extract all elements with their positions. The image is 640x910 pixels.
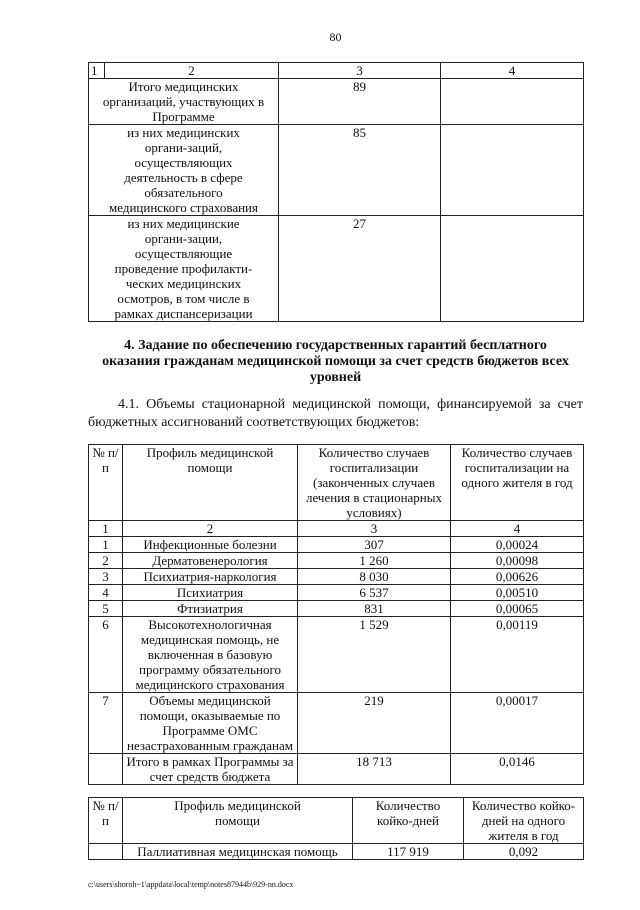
row-number: 4 xyxy=(89,585,123,601)
header-cell: Количество случаев госпитализации (законченных случаев лечения в стационарных условиях) xyxy=(298,445,451,521)
row-per-resident: 0,00065 xyxy=(451,601,584,617)
row-number: 3 xyxy=(89,569,123,585)
row-value: 85 xyxy=(279,125,441,216)
row-per-resident: 0,00510 xyxy=(451,585,584,601)
table-row xyxy=(89,585,584,601)
section-heading: 4. Задание по обеспечению государственных гарантий бесплатного оказания гражданам медицинской помощи за счет средств бюджетов всех уровней xyxy=(102,338,569,385)
table-row xyxy=(89,617,584,693)
header-cell: Количество койко-дней на одного жителя в год xyxy=(464,798,584,844)
row-cases: 219 xyxy=(298,693,451,754)
header-cell: 4 xyxy=(441,63,584,79)
bed-days-table xyxy=(88,797,584,860)
row-profile: Дерматовенерология xyxy=(123,553,298,569)
table-row xyxy=(89,569,584,585)
file-path-footer: c:\users\shoroh~1\appdata\local\temp\notes87944b\929-nn.docx xyxy=(88,880,294,889)
numbering-cell: 4 xyxy=(451,521,584,537)
header-cell: 3 xyxy=(279,63,441,79)
row-cases: 831 xyxy=(298,601,451,617)
row-value: 89 xyxy=(279,79,441,125)
row-profile: Психиатрия-наркология xyxy=(123,569,298,585)
row-profile: Итого в рамках Программы за счет средств бюджета xyxy=(123,754,298,785)
section-paragraph: 4.1. Объемы стационарной медицинской помощи, финансируемой за счет бюджетных ассигнований соответствующих бюджетов: xyxy=(88,397,583,430)
table-header-row xyxy=(89,63,584,79)
header-cell: 2 xyxy=(105,63,279,79)
table-header-row xyxy=(89,445,584,521)
table-row xyxy=(89,79,584,125)
header-cell: Количество случаев госпитализации на одного жителя в год xyxy=(451,445,584,521)
row-profile: Паллиативная медицинская помощь xyxy=(123,844,353,860)
row-per-resident: 0,00626 xyxy=(451,569,584,585)
row-per-resident: 0,00017 xyxy=(451,693,584,754)
header-cell: Профиль медицинской помощи xyxy=(123,445,298,521)
header-cell: № п/п xyxy=(89,445,123,521)
header-cell: 1 xyxy=(89,63,105,79)
row-number xyxy=(89,754,123,785)
row-per-resident: 0,0146 xyxy=(451,754,584,785)
row-cases: 1 260 xyxy=(298,553,451,569)
row-per-resident: 0,00024 xyxy=(451,537,584,553)
table-row xyxy=(89,537,584,553)
header-cell: Профиль медицинской помощи xyxy=(123,798,353,844)
row-extra xyxy=(441,79,584,125)
row-per-resident: 0,00098 xyxy=(451,553,584,569)
row-profile: Объемы медицинской помощи, оказываемые по Программе ОМС незастрахованным гражданам xyxy=(123,693,298,754)
row-per-resident: 0,00119 xyxy=(451,617,584,693)
table-row xyxy=(89,754,584,785)
row-number: 2 xyxy=(89,553,123,569)
table-row xyxy=(89,216,584,322)
row-profile: Инфекционные болезни xyxy=(123,537,298,553)
numbering-cell: 2 xyxy=(123,521,298,537)
row-extra xyxy=(441,125,584,216)
row-number: 6 xyxy=(89,617,123,693)
row-extra xyxy=(441,216,584,322)
table-header-row xyxy=(89,798,584,844)
row-profile: Фтизиатрия xyxy=(123,601,298,617)
row-label: Итого медицинских организаций, участвующих в Программе xyxy=(89,79,279,125)
row-profile: Психиатрия xyxy=(123,585,298,601)
table-row xyxy=(89,601,584,617)
numbering-row xyxy=(89,521,584,537)
row-cases: 18 713 xyxy=(298,754,451,785)
row-per-resident: 0,092 xyxy=(464,844,584,860)
numbering-cell: 3 xyxy=(298,521,451,537)
table-row xyxy=(89,844,584,860)
row-value: 27 xyxy=(279,216,441,322)
row-number: 7 xyxy=(89,693,123,754)
header-cell: Количество койко-дней xyxy=(353,798,464,844)
organizations-table xyxy=(88,62,584,322)
row-bed-days: 117 919 xyxy=(353,844,464,860)
row-profile: Высокотехнологичная медицинская помощь, не включенная в базовую программу обязательного медицинского страхования xyxy=(123,617,298,693)
row-number: 1 xyxy=(89,537,123,553)
table-row xyxy=(89,553,584,569)
page-number: 80 xyxy=(329,30,342,44)
row-label: из них медицинские органи-зации, осуществляющие проведение профилакти-ческих медицинских осмотров, в том числе в рамках диспансеризации xyxy=(89,216,279,322)
row-cases: 1 529 xyxy=(298,617,451,693)
row-number: 5 xyxy=(89,601,123,617)
row-cases: 307 xyxy=(298,537,451,553)
table-row xyxy=(89,125,584,216)
numbering-cell: 1 xyxy=(89,521,123,537)
header-cell: № п/п xyxy=(89,798,123,844)
table-row xyxy=(89,693,584,754)
row-number xyxy=(89,844,123,860)
row-cases: 8 030 xyxy=(298,569,451,585)
hospitalization-table xyxy=(88,444,584,785)
row-cases: 6 537 xyxy=(298,585,451,601)
row-label: из них медицинских органи-заций, осуществляющих деятельность в сфере обязательного медицинского страхования xyxy=(89,125,279,216)
